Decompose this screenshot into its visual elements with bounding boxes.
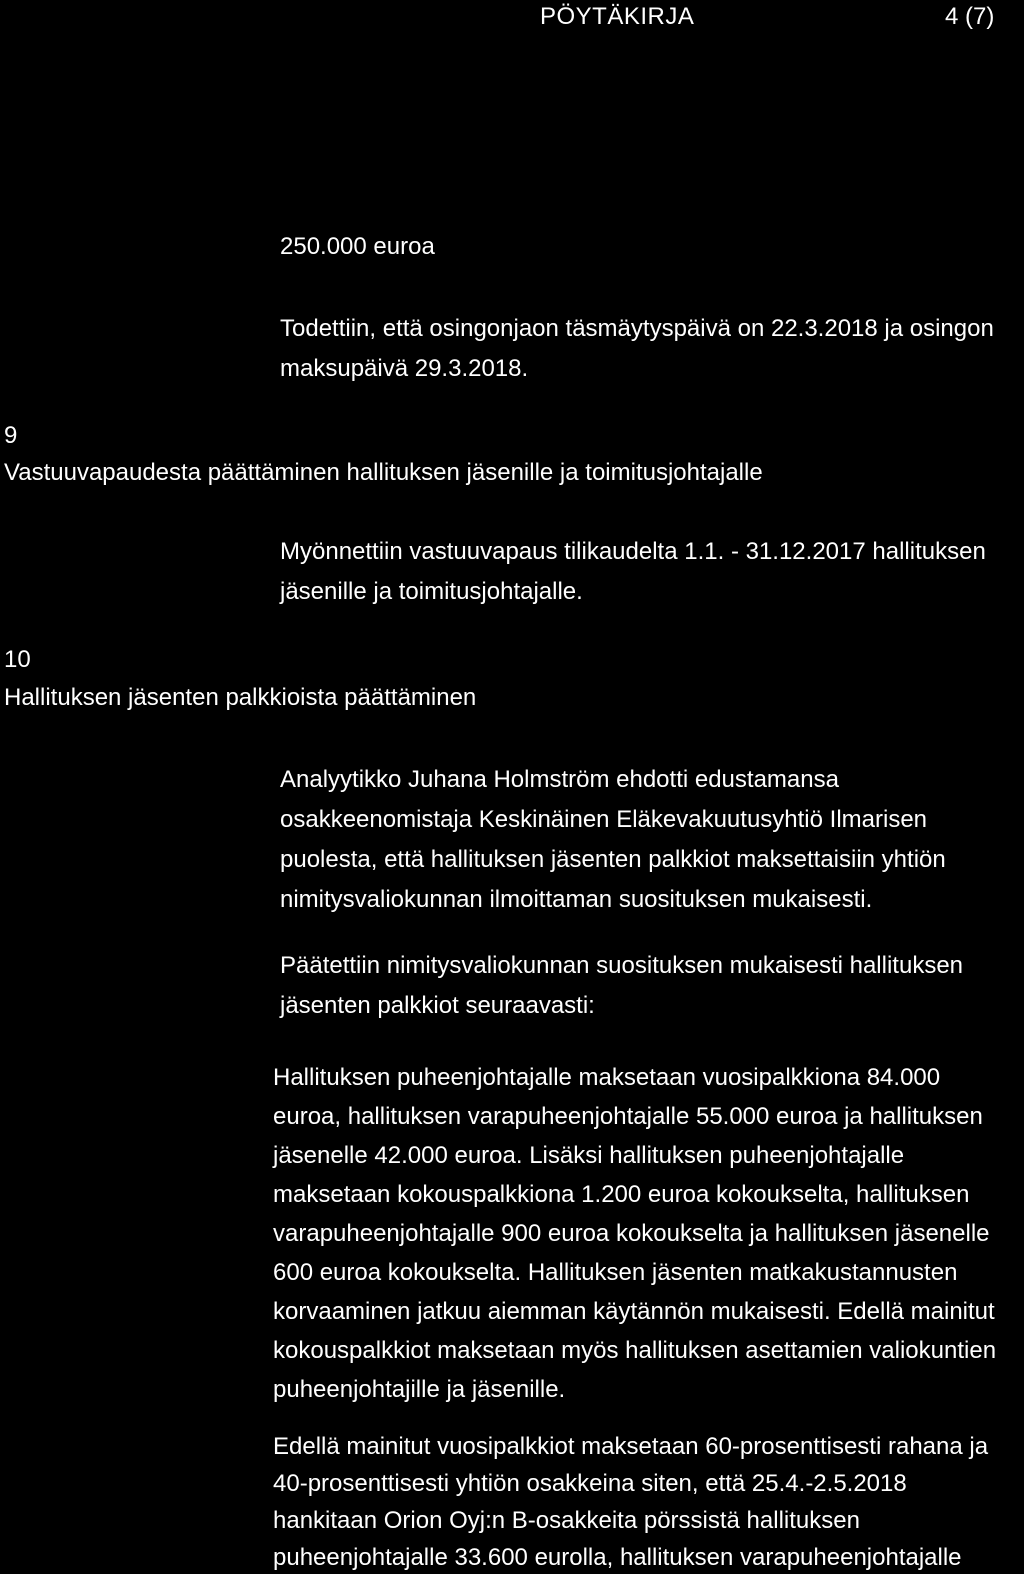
section-9-number: 9 — [4, 422, 18, 449]
paragraph-line: jäsenten palkkiot seuraavasti: — [280, 992, 595, 1019]
paragraph-line: nimitysvaliokunnan ilmoittaman suosituksen mukaisesti. — [280, 886, 873, 913]
paragraph-line: Päätettiin nimitysvaliokunnan suosituksen mukaisesti hallituksen — [280, 952, 964, 979]
paragraph-line: korvaaminen jatkuu aiemman käytännön mukaisesti. Edellä mainitut — [273, 1298, 995, 1325]
page-number: 4 (7) — [945, 3, 995, 30]
section-10-fees — [273, 1058, 996, 1409]
paragraph-line: 40-prosenttisesti yhtiön osakkeina siten, että 25.4.-2.5.2018 — [273, 1470, 907, 1497]
paragraph-line: Myönnettiin vastuuvapaus tilikaudelta 1.1. - 31.12.2017 hallituksen — [280, 538, 986, 565]
section-10-proposal — [280, 760, 946, 920]
paragraph-line: 600 euroa kokoukselta. Hallituksen jäsenten matkakustannusten — [273, 1259, 958, 1286]
section-10-number: 10 — [4, 646, 31, 673]
dividend-amount: 250.000 euroa — [280, 233, 435, 260]
paragraph-line: Analyytikko Juhana Holmström ehdotti edustamansa — [280, 766, 839, 793]
paragraph-line: Edellä mainitut vuosipalkkiot maksetaan 60-prosenttisesti rahana ja — [273, 1433, 989, 1460]
paragraph-line: Hallituksen puheenjohtajalle maksetaan vuosipalkkiona 84.000 — [273, 1064, 941, 1091]
section-9-title: Vastuuvapaudesta päättäminen hallituksen jäsenille ja toimitusjohtajalle — [4, 459, 763, 486]
paragraph-line: Todettiin, että osingonjaon täsmäytyspäivä on 22.3.2018 ja osingon — [280, 315, 994, 342]
paragraph-line: euroa, hallituksen varapuheenjohtajalle 55.000 euroa ja hallituksen — [273, 1103, 983, 1130]
paragraph-line: jäsenille ja toimitusjohtajalle. — [280, 578, 583, 605]
section-10-title: Hallituksen jäsenten palkkioista päättäminen — [4, 684, 477, 711]
section-9-body — [280, 532, 986, 612]
document-type-heading: PÖYTÄKIRJA — [540, 3, 695, 30]
section-10-decision — [280, 946, 963, 1026]
paragraph-line: puheenjohtajille ja jäsenille. — [273, 1376, 566, 1403]
paragraph-line: jäsenelle 42.000 euroa. Lisäksi hallituksen puheenjohtajalle — [273, 1142, 905, 1169]
section-10-share-payment — [273, 1428, 988, 1574]
paragraph-line: puheenjohtajalle 33.600 eurolla, hallituksen varapuheenjohtajalle — [273, 1544, 962, 1571]
paragraph-line: hankitaan Orion Oyj:n B-osakkeita pörssistä hallituksen — [273, 1507, 860, 1534]
paragraph-line: kokouspalkkiot maksetaan myös hallituksen asettamien valiokuntien — [273, 1337, 997, 1364]
paragraph-line: maksupäivä 29.3.2018. — [280, 355, 529, 382]
paragraph-line: osakkeenomistaja Keskinäinen Eläkevakuutusyhtiö Ilmarisen — [280, 806, 928, 833]
paragraph-line: varapuheenjohtajalle 900 euroa kokoukselta ja hallituksen jäsenelle — [273, 1220, 990, 1247]
dividend-dates-paragraph — [280, 309, 994, 389]
paragraph-line: puolesta, että hallituksen jäsenten palkkiot maksettaisiin yhtiön — [280, 846, 946, 873]
paragraph-line: maksetaan kokouspalkkiona 1.200 euroa kokoukselta, hallituksen — [273, 1181, 970, 1208]
